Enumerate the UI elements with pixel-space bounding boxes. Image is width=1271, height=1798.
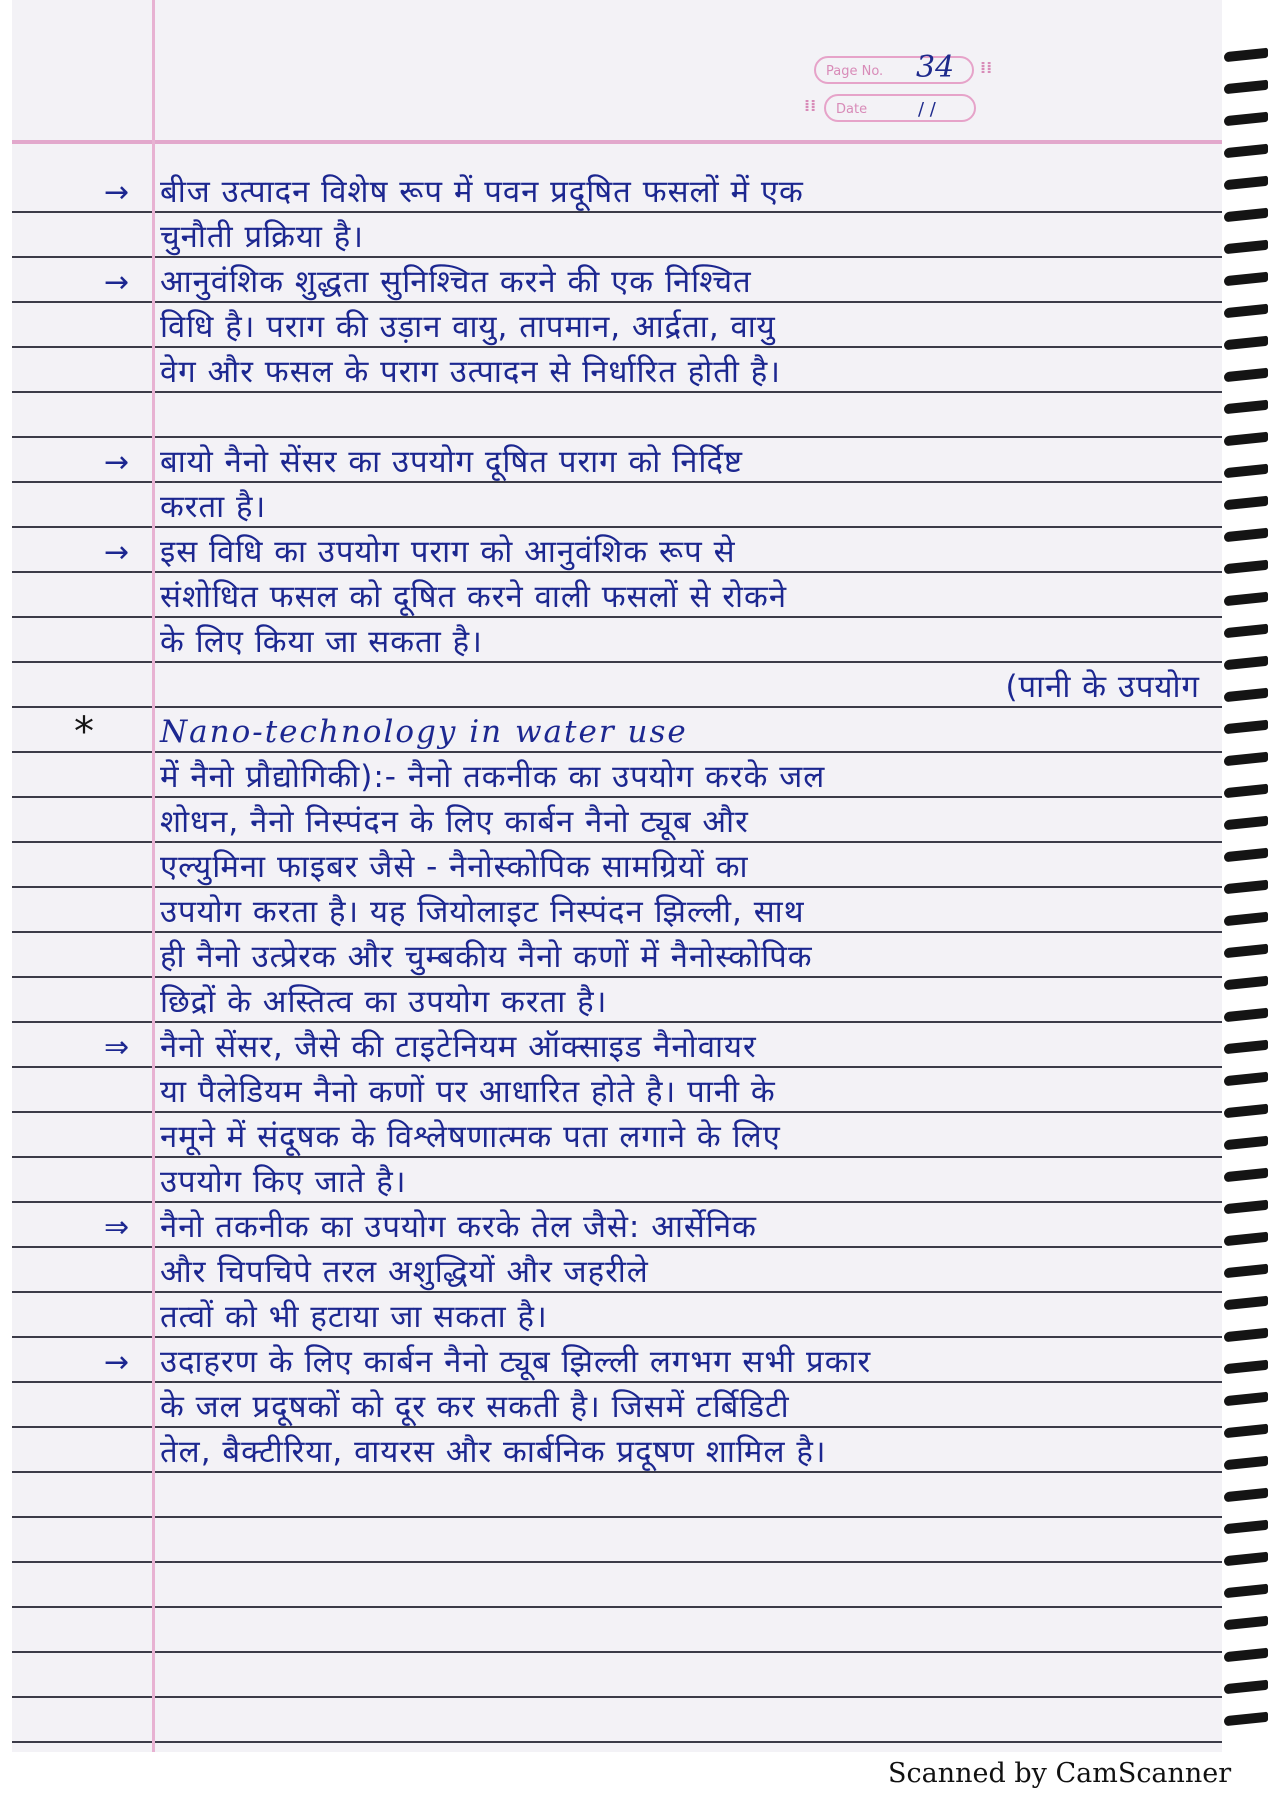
binding-ring	[1224, 880, 1268, 895]
binding-ring	[1224, 592, 1268, 607]
asterisk-icon: *	[74, 709, 94, 755]
date-label: Date	[836, 102, 868, 117]
binding-ring	[1224, 1488, 1268, 1503]
binding-ring	[1224, 1648, 1268, 1663]
date-pill	[824, 94, 976, 122]
binding-ring	[1224, 112, 1268, 127]
note-line: एल्युमिना फाइबर जैसे - नैनोस्कोपिक सामग्रियों का	[160, 849, 749, 885]
note-line: छिद्रों के अस्तित्व का उपयोग करता है।	[160, 984, 608, 1020]
binding-ring	[1224, 784, 1268, 799]
binding-ring	[1224, 1712, 1268, 1727]
note-line: बायो नैनो सेंसर का उपयोग दूषित पराग को निर्दिष्ट	[160, 444, 744, 480]
binding-ring	[1224, 976, 1268, 991]
binding-ring	[1224, 1072, 1268, 1087]
binding-ring	[1224, 1616, 1268, 1631]
binding-ring	[1224, 432, 1268, 447]
binding-ring	[1224, 1168, 1268, 1183]
note-line: बीज उत्पादन विशेष रूप में पवन प्रदूषित फसलों में एक	[160, 174, 804, 210]
date-value: / /	[918, 99, 936, 120]
note-line: और चिपचिपे तरल अशुद्धियों और जहरीले	[160, 1254, 649, 1290]
arrow-bullet-icon: ⇒	[104, 1030, 130, 1065]
binding-ring	[1224, 944, 1268, 959]
note-line: नमूने में संदूषक के विश्लेषणात्मक पता लगाने के लिए	[160, 1119, 781, 1155]
note-line: संशोधित फसल को दूषित करने वाली फसलों से रोकने	[160, 579, 788, 615]
note-line: Nano-technology in water use	[160, 714, 688, 750]
binding-ring	[1224, 1232, 1268, 1247]
note-line: तत्वों को भी हटाया जा सकता है।	[160, 1299, 548, 1335]
page-label: Page No.	[826, 64, 884, 79]
note-line: शोधन, नैनो निस्पंदन के लिए कार्बन नैनो ट्यूब और	[160, 804, 749, 840]
page-number-pill	[814, 50, 974, 85]
note-line: आनुवंशिक शुद्धता सुनिश्चित करने की एक निश्चित	[160, 264, 752, 300]
note-line: विधि है। पराग की उड़ान वायु, तापमान, आर्द्रता, वायु	[160, 309, 776, 345]
spiral-binding	[1224, 50, 1271, 1750]
binding-ring	[1224, 336, 1268, 351]
binding-ring	[1224, 208, 1268, 223]
binding-ring	[1224, 1552, 1268, 1567]
binding-ring	[1224, 624, 1268, 639]
note-line: उपयोग किए जाते है।	[160, 1164, 407, 1200]
arrow-bullet-icon: →	[104, 445, 130, 480]
arrow-bullet-icon: →	[104, 175, 130, 210]
binding-ring	[1224, 144, 1268, 159]
binding-ring	[1224, 80, 1268, 95]
note-line: तेल, बैक्टीरिया, वायरस और कार्बनिक प्रदूषण शामिल है।	[160, 1434, 827, 1470]
arrow-bullet-icon: →	[104, 1345, 130, 1380]
binding-ring	[1224, 1136, 1268, 1151]
note-line: नैनो सेंसर, जैसे की टाइटेनियम ऑक्साइड नैनोवायर	[160, 1029, 757, 1065]
header-rule	[12, 140, 1222, 144]
notebook-page	[12, 0, 1222, 1752]
binding-ring	[1224, 48, 1268, 63]
page-number: 34	[916, 50, 955, 85]
hash-mark-icon: ⁞⁞	[980, 58, 993, 77]
binding-ring	[1224, 1424, 1268, 1439]
binding-ring	[1224, 688, 1268, 703]
note-line: में नैनो प्रौद्योगिकी):- नैनो तकनीक का उपयोग करके जल	[160, 759, 826, 795]
note-line: नैनो तकनीक का उपयोग करके तेल जैसे: आर्सेनिक	[160, 1209, 757, 1245]
binding-ring	[1224, 1008, 1268, 1023]
binding-ring	[1224, 496, 1268, 511]
binding-ring	[1224, 272, 1268, 287]
binding-ring	[1224, 1264, 1268, 1279]
note-line: ही नैनो उत्प्रेरक और चुम्बकीय नैनो कणों में नैनोस्कोपिक	[160, 939, 813, 975]
binding-ring	[1224, 1200, 1268, 1215]
binding-ring	[1224, 848, 1268, 863]
binding-ring	[1224, 1360, 1268, 1375]
hash-mark-icon: ⁞⁞	[804, 96, 817, 115]
binding-ring	[1224, 912, 1268, 927]
note-line: चुनौती प्रक्रिया है।	[160, 219, 365, 255]
binding-ring	[1224, 176, 1268, 191]
page-number-box	[802, 50, 993, 132]
binding-ring	[1224, 400, 1268, 415]
arrow-bullet-icon: →	[104, 535, 130, 570]
binding-ring	[1224, 1520, 1268, 1535]
binding-ring	[1224, 528, 1268, 543]
binding-ring	[1224, 304, 1268, 319]
note-line: करता है।	[160, 489, 267, 525]
note-line: उदाहरण के लिए कार्बन नैनो ट्यूब झिल्ली लगभग सभी प्रकार	[160, 1344, 872, 1380]
note-line: इस विधि का उपयोग पराग को आनुवंशिक रूप से	[160, 534, 736, 570]
binding-ring	[1224, 752, 1268, 767]
note-line: वेग और फसल के पराग उत्पादन से निर्धारित होती है।	[160, 354, 782, 390]
binding-ring	[1224, 240, 1268, 255]
binding-ring	[1224, 1104, 1268, 1119]
binding-ring	[1224, 1040, 1268, 1055]
binding-ring	[1224, 1680, 1268, 1695]
scanner-watermark: Scanned by CamScanner	[888, 1758, 1232, 1789]
binding-ring	[1224, 816, 1268, 831]
binding-ring	[1224, 656, 1268, 671]
binding-ring	[1224, 464, 1268, 479]
binding-ring	[1224, 1584, 1268, 1599]
binding-ring	[1224, 1456, 1268, 1471]
note-line: या पैलेडियम नैनो कणों पर आधारित होते है। पानी के	[160, 1074, 776, 1110]
binding-ring	[1224, 1296, 1268, 1311]
note-line: के जल प्रदूषकों को दूर कर सकती है। जिसमें टर्बिडिटी	[160, 1389, 790, 1425]
binding-ring	[1224, 368, 1268, 383]
binding-ring	[1224, 1392, 1268, 1407]
margin-line	[152, 0, 155, 1752]
note-line: (पानी के उपयोग	[1005, 669, 1200, 705]
note-line: उपयोग करता है। यह जियोलाइट निस्पंदन झिल्ली, साथ	[160, 894, 805, 930]
binding-ring	[1224, 720, 1268, 735]
binding-ring	[1224, 1328, 1268, 1343]
binding-ring	[1224, 560, 1268, 575]
arrow-bullet-icon: →	[104, 265, 130, 300]
note-line	[160, 395, 1200, 440]
note-line: के लिए किया जा सकता है।	[160, 624, 483, 660]
arrow-bullet-icon: ⇒	[104, 1210, 130, 1245]
